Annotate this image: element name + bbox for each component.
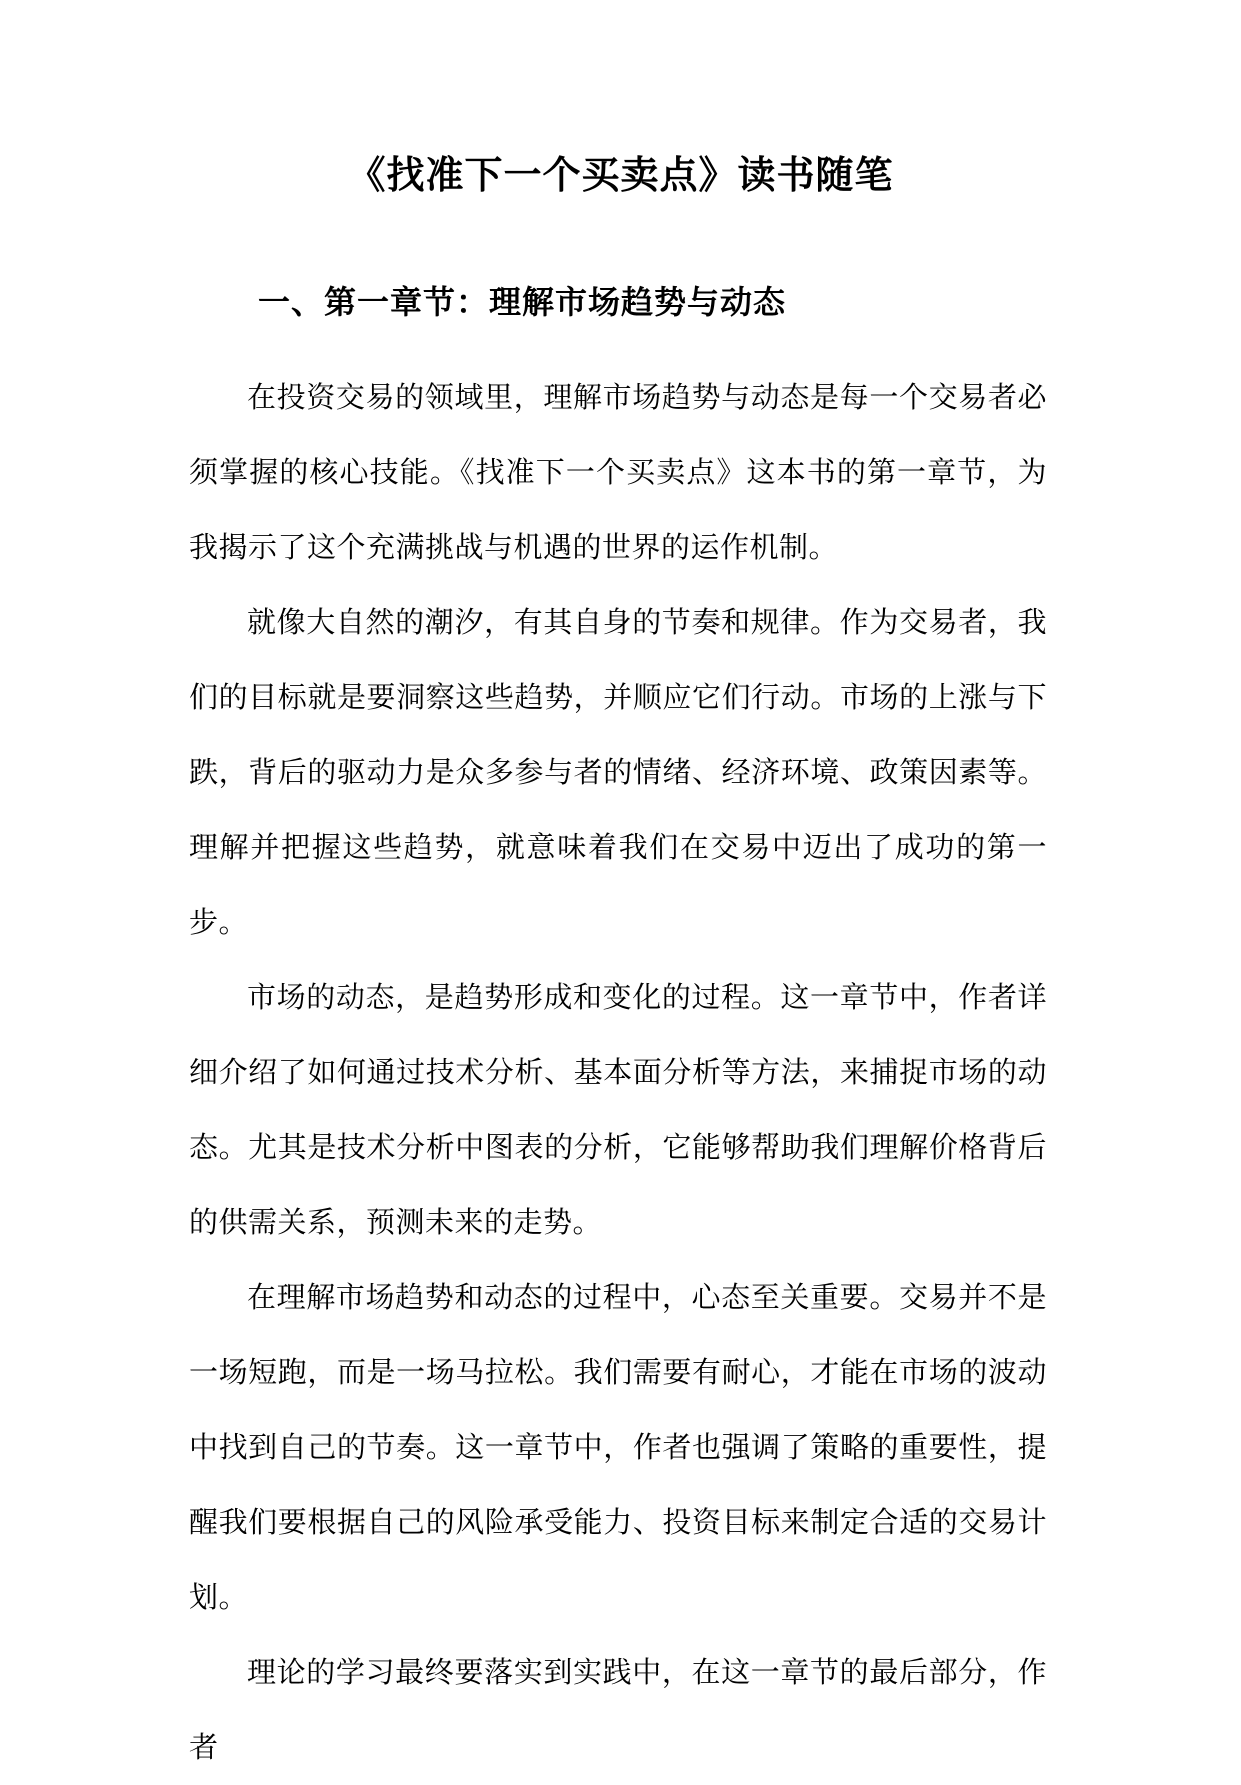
section-heading: 一、第一章节：理解市场趋势与动态 <box>258 283 787 321</box>
section-body <box>189 360 1047 1785</box>
paragraph: 理论的学习最终要落实到实践中，在这一章节的最后部分，作者 <box>189 1655 1047 1764</box>
paragraph: 市场的动态，是趋势形成和变化的过程。这一章节中，作者详细介绍了如何通过技术分析、基本面分析等方法，来捕捉市场的动态。尤其是技术分析中图表的分析，它能够帮助我们理解价格背后的供需关系，预测未来的走势。 <box>189 980 1047 1239</box>
paragraph: 在投资交易的领域里，理解市场趋势与动态是每一个交易者必须掌握的核心技能。《找准下一个买卖点》这本书的第一章节，为我揭示了这个充满挑战与机遇的世界的运作机制。 <box>189 380 1047 564</box>
paragraph: 在理解市场趋势和动态的过程中，心态至关重要。交易并不是一场短跑，而是一场马拉松。我们需要有耐心，才能在市场的波动中找到自己的节奏。这一章节中，作者也强调了策略的重要性，提醒我们要根据自己的风险承受能力、投资目标来制定合适的交易计划。 <box>189 1280 1047 1614</box>
paragraph: 就像大自然的潮汐，有其自身的节奏和规律。作为交易者，我们的目标就是要洞察这些趋势，并顺应它们行动。市场的上涨与下跌，背后的驱动力是众多参与者的情绪、经济环境、政策因素等。理解并把握这些趋势，就意味着我们在交易中迈出了成功的第一步。 <box>189 605 1047 939</box>
document-title: 《找准下一个买卖点》读书随笔 <box>347 152 894 197</box>
